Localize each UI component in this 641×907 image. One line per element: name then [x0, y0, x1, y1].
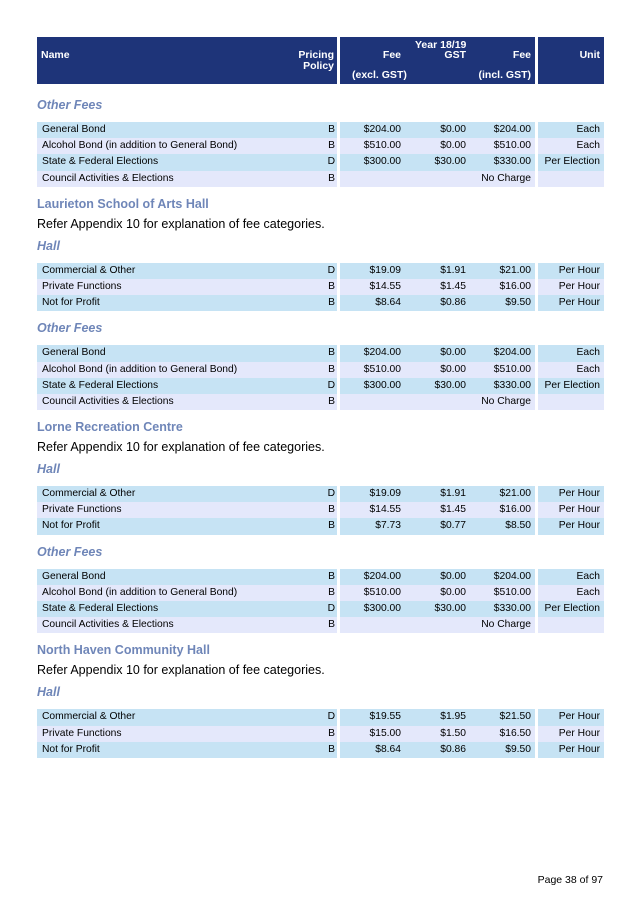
section-title: Laurieton School of Arts Hall	[37, 196, 209, 211]
fee-incl-gst: $330.00	[493, 379, 531, 391]
fee-excl-gst: $510.00	[363, 363, 401, 375]
section-note: Refer Appendix 10 for explanation of fee categories.	[37, 663, 325, 678]
header-pricing: Pricing	[298, 49, 334, 61]
pricing-policy: B	[328, 363, 335, 375]
fee-name: Council Activities & Elections	[42, 619, 174, 631]
gst-amount: $0.77	[440, 520, 466, 532]
fee-excl-gst: $15.00	[369, 727, 401, 739]
fee-excl-gst: $300.00	[363, 156, 401, 168]
fee-excl-gst: $14.55	[369, 280, 401, 292]
fee-name: Commercial & Other	[42, 488, 136, 500]
pricing-policy: B	[328, 140, 335, 152]
fee-schedule	[37, 97, 604, 767]
fee-name: Not for Profit	[42, 297, 100, 309]
gst-amount: $1.45	[440, 504, 466, 516]
pricing-policy: B	[328, 570, 335, 582]
fee-excl-gst: $8.64	[375, 743, 401, 755]
fee-incl-gst: $330.00	[493, 156, 531, 168]
fee-table	[37, 122, 604, 187]
gst-amount: $30.00	[434, 603, 466, 614]
table-row	[37, 171, 604, 187]
fee-name: General Bond	[42, 124, 106, 135]
fee-table	[37, 709, 604, 758]
fee-incl-gst: $8.50	[505, 520, 531, 532]
fee-section	[37, 196, 604, 312]
table-row	[37, 345, 604, 361]
pricing-policy: B	[328, 586, 335, 598]
fee-unit: Per Hour	[538, 502, 604, 518]
table-row	[37, 726, 604, 742]
table-row	[37, 617, 604, 633]
pricing-policy: D	[327, 156, 335, 168]
fee-excl-gst: $300.00	[363, 379, 401, 391]
fee-incl-gst: $16.50	[499, 727, 531, 739]
fee-unit: Each	[538, 362, 604, 378]
fee-excl-gst: $300.00	[363, 603, 401, 614]
pricing-policy: B	[328, 347, 335, 359]
fee-name: State & Federal Elections	[42, 156, 159, 168]
fee-section	[37, 320, 604, 410]
table-row	[37, 569, 604, 585]
fee-unit: Per Election	[538, 601, 604, 617]
header-unit-cell	[538, 37, 604, 84]
section-subtitle: Other Fees	[37, 98, 103, 112]
fee-name: Alcohol Bond (in addition to General Bond)	[42, 363, 238, 375]
fee-name: Private Functions	[42, 727, 122, 739]
fee-unit: Each	[538, 345, 604, 361]
pricing-policy: B	[328, 520, 335, 532]
fee-incl-gst: $204.00	[493, 347, 531, 359]
pricing-policy: B	[328, 504, 335, 516]
fee-unit: Per Hour	[538, 742, 604, 758]
table-row	[37, 362, 604, 378]
fee-incl-gst: $204.00	[493, 570, 531, 582]
table-row	[37, 122, 604, 138]
table-row	[37, 154, 604, 170]
fee-name: Council Activities & Elections	[42, 172, 174, 184]
fee-excl-gst: $204.00	[363, 124, 401, 135]
section-title: Lorne Recreation Centre	[37, 420, 183, 435]
section-title: North Haven Community Hall	[37, 643, 210, 658]
fee-table	[37, 345, 604, 410]
fee-name: Not for Profit	[42, 743, 100, 755]
fee-name: State & Federal Elections	[42, 603, 159, 614]
fee-section	[37, 642, 604, 758]
table-row	[37, 502, 604, 518]
pricing-policy: D	[327, 711, 335, 723]
gst-amount: $0.00	[440, 347, 466, 359]
fee-unit	[538, 171, 604, 187]
gst-amount: $1.91	[440, 264, 466, 276]
fee-incl-gst: $16.00	[499, 280, 531, 292]
table-row	[37, 709, 604, 725]
fee-unit: Each	[538, 122, 604, 138]
fee-excl-gst: $510.00	[363, 140, 401, 152]
gst-amount: $0.86	[440, 743, 466, 755]
fee-incl-gst: $510.00	[493, 140, 531, 152]
fee-incl-gst: $21.00	[499, 488, 531, 500]
fee-incl-gst: $21.50	[499, 711, 531, 723]
pricing-policy: B	[328, 395, 335, 407]
header-policy: Policy	[303, 60, 334, 72]
pricing-policy: B	[328, 619, 335, 631]
pricing-policy: D	[327, 603, 335, 614]
fee-excl-gst: $7.73	[375, 520, 401, 532]
fee-name: Not for Profit	[42, 520, 100, 532]
fee-table	[37, 486, 604, 535]
fee-incl-gst: $510.00	[493, 586, 531, 598]
gst-amount: $0.00	[440, 124, 466, 135]
fee-unit: Per Hour	[538, 263, 604, 279]
fee-section	[37, 544, 604, 634]
fee-excl-gst: $204.00	[363, 570, 401, 582]
pricing-policy: B	[328, 727, 335, 739]
fee-name: Private Functions	[42, 280, 122, 292]
fee-excl-gst: $19.09	[369, 264, 401, 276]
fee-name: Commercial & Other	[42, 711, 136, 723]
section-subtitle: Hall	[37, 462, 60, 477]
fee-unit: Per Hour	[538, 486, 604, 502]
fee-unit: Per Hour	[538, 709, 604, 725]
pricing-policy: B	[328, 124, 335, 135]
header-fee-excl: Fee	[382, 49, 401, 61]
header-year: Year 18/19	[415, 39, 467, 51]
section-subtitle: Hall	[37, 685, 60, 700]
fee-excl-gst: $510.00	[363, 586, 401, 598]
fee-incl-gst: $204.00	[493, 124, 531, 135]
fee-excl-gst: $8.64	[375, 297, 401, 309]
page-number: Page 38 of 97	[537, 874, 603, 886]
fee-name: Council Activities & Elections	[42, 395, 174, 407]
table-row	[37, 486, 604, 502]
fee-unit: Per Hour	[538, 279, 604, 295]
pricing-policy: B	[328, 172, 335, 184]
fee-incl-gst: $9.50	[505, 297, 531, 309]
table-row	[37, 742, 604, 758]
header-year-cell	[340, 37, 535, 84]
fee-section	[37, 97, 604, 187]
fee-excl-gst: $19.55	[369, 711, 401, 723]
table-row	[37, 518, 604, 534]
section-subtitle: Other Fees	[37, 321, 103, 336]
fee-name: General Bond	[42, 347, 106, 359]
fee-unit: Each	[538, 569, 604, 585]
fee-excl-gst: $14.55	[369, 504, 401, 516]
gst-amount: $0.86	[440, 297, 466, 309]
table-row	[37, 601, 604, 617]
header-name-policy-cell	[37, 37, 337, 84]
fee-unit	[538, 617, 604, 633]
section-subtitle: Other Fees	[37, 544, 103, 559]
section-subtitle: Hall	[37, 238, 60, 253]
section-note: Refer Appendix 10 for explanation of fee categories.	[37, 440, 325, 455]
fee-name: Commercial & Other	[42, 264, 136, 276]
gst-amount: $1.95	[440, 711, 466, 723]
header-gst: GST	[444, 49, 466, 61]
pricing-policy: D	[327, 379, 335, 391]
fee-name: Private Functions	[42, 504, 122, 516]
header-incl-gst: (incl. GST)	[478, 69, 531, 81]
gst-amount: $30.00	[434, 379, 466, 391]
fee-unit: Per Hour	[538, 518, 604, 534]
pricing-policy: B	[328, 280, 335, 292]
gst-amount: $1.45	[440, 280, 466, 292]
header-name: Name	[41, 49, 70, 61]
fee-incl-gst: $16.00	[499, 504, 531, 516]
no-charge: No Charge	[481, 619, 531, 631]
fee-name: Alcohol Bond (in addition to General Bond)	[42, 586, 238, 598]
header-excl-gst: (excl. GST)	[352, 69, 407, 81]
section-note: Refer Appendix 10 for explanation of fee categories.	[37, 216, 325, 231]
table-row	[37, 279, 604, 295]
header-unit: Unit	[579, 49, 600, 61]
pricing-policy: B	[328, 743, 335, 755]
fee-excl-gst: $204.00	[363, 347, 401, 359]
table-row	[37, 295, 604, 311]
pricing-policy: D	[327, 488, 335, 500]
fee-table	[37, 569, 604, 634]
fee-incl-gst: $9.50	[505, 743, 531, 755]
gst-amount: $1.50	[440, 727, 466, 739]
fee-unit: Each	[538, 138, 604, 154]
fee-unit: Per Election	[538, 378, 604, 394]
fee-name: General Bond	[42, 570, 106, 582]
gst-amount: $0.00	[440, 570, 466, 582]
gst-amount: $0.00	[440, 586, 466, 598]
pricing-policy: B	[328, 297, 335, 309]
table-row	[37, 378, 604, 394]
gst-amount: $30.00	[434, 156, 466, 168]
fee-name: State & Federal Elections	[42, 379, 159, 391]
fee-incl-gst: $330.00	[493, 603, 531, 614]
fee-unit: Per Election	[538, 154, 604, 170]
table-row	[37, 585, 604, 601]
fee-unit: Per Hour	[538, 726, 604, 742]
gst-amount: $1.91	[440, 488, 466, 500]
pricing-policy: D	[327, 264, 335, 276]
fee-table	[37, 263, 604, 312]
table-row	[37, 263, 604, 279]
gst-amount: $0.00	[440, 140, 466, 152]
fee-excl-gst: $19.09	[369, 488, 401, 500]
gst-amount: $0.00	[440, 363, 466, 375]
no-charge: No Charge	[481, 395, 531, 407]
fee-unit: Per Hour	[538, 295, 604, 311]
fee-incl-gst: $510.00	[493, 363, 531, 375]
fee-name: Alcohol Bond (in addition to General Bond)	[42, 140, 238, 152]
table-row	[37, 138, 604, 154]
fee-unit	[538, 394, 604, 410]
header-fee-incl: Fee	[512, 49, 531, 61]
fee-incl-gst: $21.00	[499, 264, 531, 276]
table-row	[37, 394, 604, 410]
no-charge: No Charge	[481, 172, 531, 184]
fee-section	[37, 419, 604, 535]
table-header	[37, 37, 604, 84]
fee-unit: Each	[538, 585, 604, 601]
